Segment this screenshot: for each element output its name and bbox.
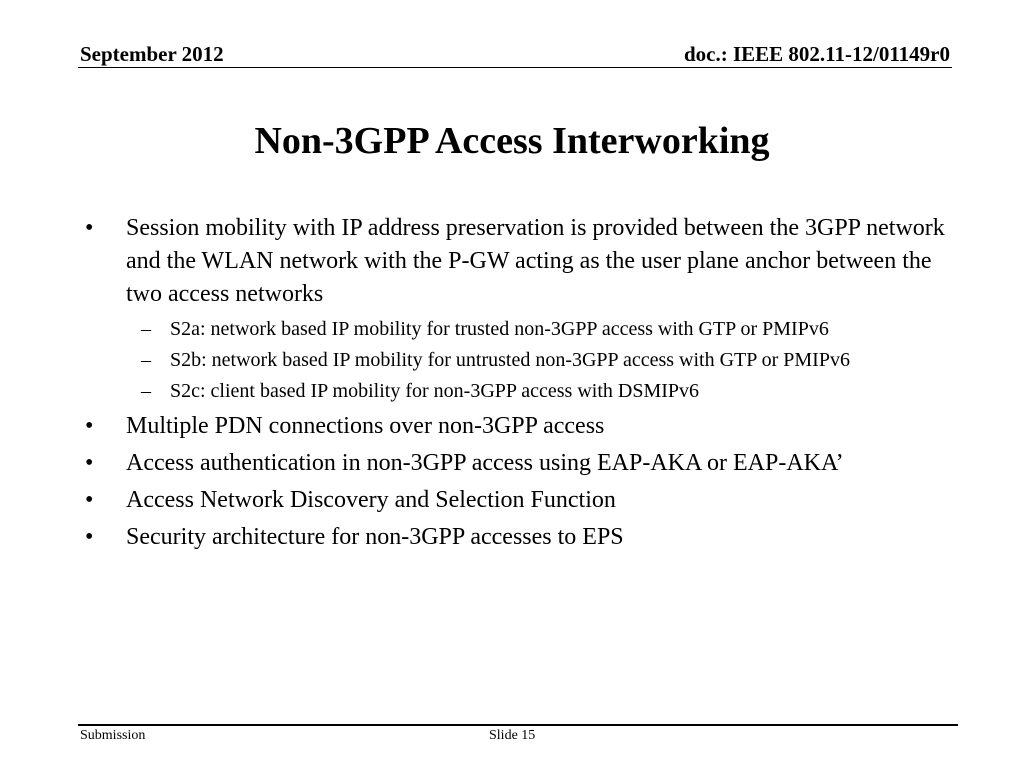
sub-bullet-list [85, 315, 945, 406]
sub-bullet-text: S2c: client based IP mobility for non-3GPP access with DSMIPv6 [170, 380, 700, 402]
header-date: September 2012 [80, 42, 224, 66]
bullet-marker: • [85, 524, 94, 550]
sub-bullet-item [85, 315, 945, 344]
footer-slide-number: Slide 15 [489, 728, 536, 743]
bullet-item [85, 212, 945, 311]
bullet-item [85, 447, 945, 480]
footer-submission: Submission [80, 728, 146, 743]
bullet-text: Security architecture for non-3GPP accesses to EPS [126, 524, 624, 550]
sub-bullet-text: S2a: network based IP mobility for trusted non-3GPP access with GTP or PMIPv6 [170, 318, 829, 340]
bullet-text: Multiple PDN connections over non-3GPP access [126, 413, 605, 439]
slide-body [85, 212, 945, 558]
dash-marker: – [141, 380, 151, 402]
bullet-marker: • [85, 413, 94, 439]
dash-marker: – [141, 349, 151, 371]
sub-bullet-item [85, 377, 945, 406]
sub-bullet-item [85, 346, 945, 375]
slide-title: Non-3GPP Access Interworking [254, 120, 770, 162]
sub-bullet-text: S2b: network based IP mobility for untrusted non-3GPP access with GTP or PMIPv6 [170, 349, 850, 371]
bullet-item [85, 521, 945, 554]
header-divider [78, 67, 952, 68]
bullet-text: Session mobility with IP address preservation is provided between the 3GPP network and the WLAN network with the P-GW acting as the user plane anchor between the two access networks [126, 215, 945, 307]
bullet-marker: • [85, 215, 94, 241]
bullet-marker: • [85, 487, 94, 513]
header-doc-id: doc.: IEEE 802.11-12/01149r0 [683, 42, 950, 66]
bullet-item [85, 484, 945, 517]
bullet-marker: • [85, 450, 94, 476]
footer-divider [78, 724, 958, 726]
bullet-text: Access authentication in non-3GPP access using EAP-AKA or EAP-AKA’ [126, 450, 844, 476]
bullet-text: Access Network Discovery and Selection Function [126, 487, 616, 513]
dash-marker: – [141, 318, 151, 340]
bullet-item [85, 410, 945, 443]
